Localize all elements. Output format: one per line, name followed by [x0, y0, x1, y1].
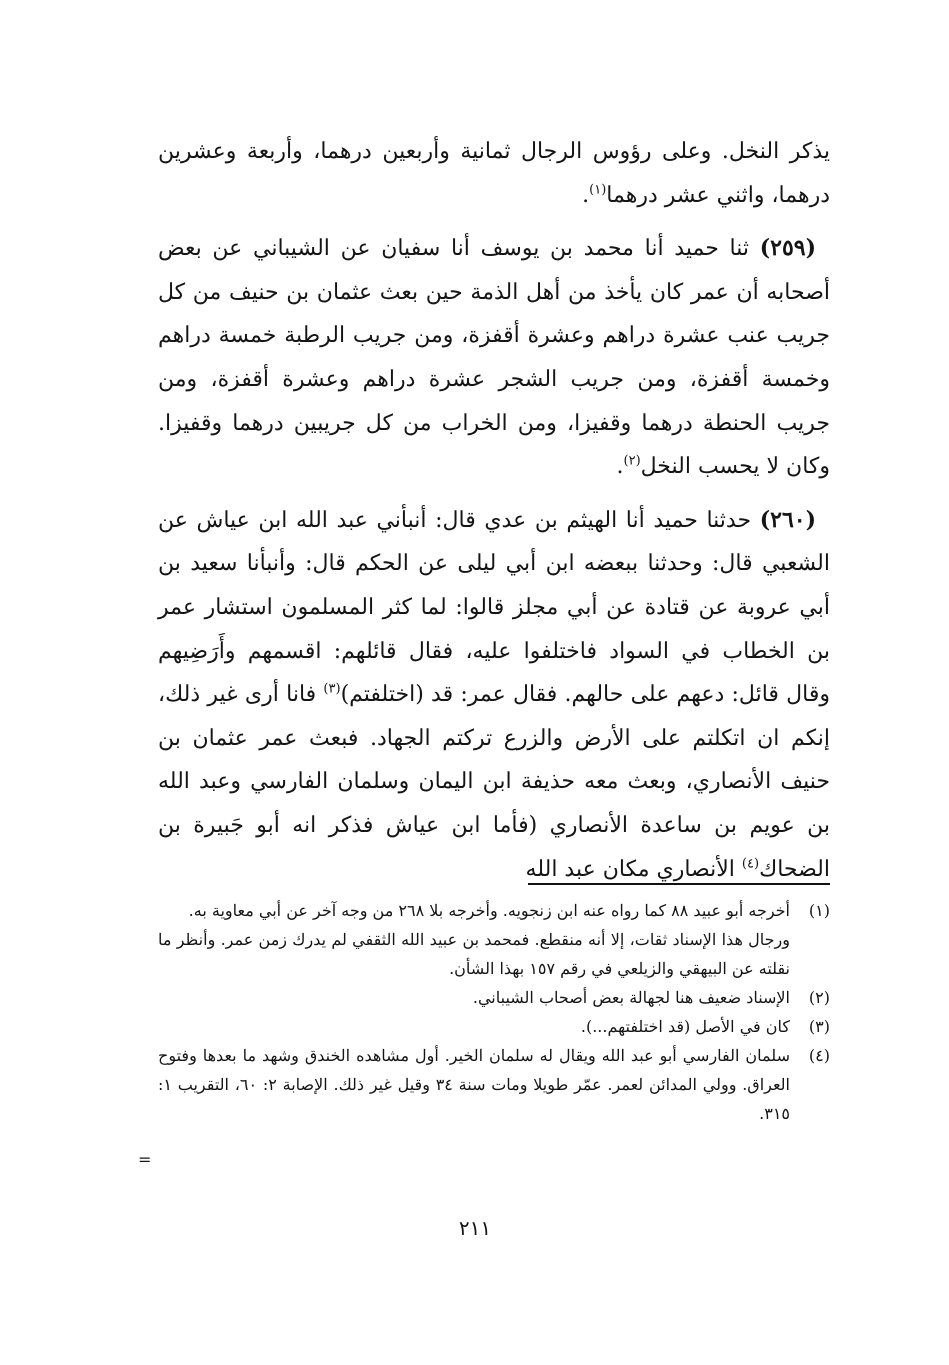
footnote-separator-rule: [528, 883, 830, 885]
main-text-block: [158, 130, 830, 891]
footnote-reference: (٣): [323, 681, 341, 697]
paragraph-259: [158, 227, 830, 489]
hadith-number: (٢٦٠): [759, 506, 817, 533]
footnotes-block: [158, 896, 830, 1128]
margin-mark: =: [138, 1150, 152, 1169]
footnote-number: (٤): [808, 1046, 830, 1065]
paragraph-period: .: [582, 182, 590, 208]
hadith-number: (٢٥٩): [759, 235, 817, 262]
footnote-4: [158, 1041, 830, 1128]
footnote-reference: (٢): [623, 453, 641, 469]
paragraph-text: الأنصاري مكان عبد الله: [525, 856, 735, 882]
footnote-3: [158, 1012, 830, 1041]
footnote-text: ورجال هذا الإسناد ثقات، إلا أنه منقطع. فمحمد بن عبيد الله الثقفي لم يدرك زمن عمر. وأنظر ما نقلته عن البيهقي والزيلعي في رقم ١٥٧ بهذا الشأن.: [158, 930, 790, 978]
paragraph-text: حدثنا حميد أنا الهيثم بن عدي قال: أنبأني عبد الله ابن عياش عن الشعبي قال: وحدثنا ببعضه ابن أبي ليلى عن الحكم قال: وأنبأنا سعيد بن أبي عروبة عن قتادة عن أبي مجلز قالوا: لما كثر المسلمون استشار عمر بن الخطاب في السواد فاختلفوا عليه، فقال قائلهم: اقسمهم وأَرَضِيهم وقال قائل: دعهم على حالهم. فقال عمر: قد (اختلفتم): [158, 507, 830, 708]
paragraph-260: [158, 499, 830, 891]
footnote-text: سلمان الفارسي أبو عبد الله ويقال له سلمان الخير. أول مشاهده الخندق وشهد ما بعدها وفتوح العراق. وولي المدائن لعمر. عمّر طويلا ومات سنة ٣٤ وقيل غير ذلك. الإصابة ٢: ٦٠، التقريب ١: ٣١٥.: [158, 1046, 790, 1123]
footnote-number: (٣): [808, 1017, 830, 1036]
footnote-number: (٢): [808, 988, 830, 1007]
footnote-body: [158, 1012, 790, 1041]
footnote-2: [158, 983, 830, 1012]
paragraph-period: .: [616, 454, 624, 480]
footnote-text: كان في الأصل (قد اختلفتهم...).: [580, 1017, 790, 1036]
paragraph-continuation: [158, 130, 830, 217]
footnote-body: [158, 1041, 790, 1128]
footnote-number: (١): [808, 901, 830, 920]
footnote-body: [158, 983, 790, 1012]
paragraph-text: ثنا حميد أنا محمد بن يوسف أنا سفيان عن الشيباني عن بعض أصحابه أن عمر كان يأخذ من أهل الذمة حين بعث عثمان بن حنيف من كل جريب عنب عشرة دراهم وعشرة أقفزة، ومن جريب الرطبة خمسة دراهم وخمسة أقفزة، ومن جريب الشجر عشرة دراهم وعشرة أقفزة، ومن جريب الحنطة درهما وقفيزا، ومن الخراب من كل جريبين درهما وقفيزا. وكان لا يحسب النخل: [158, 236, 830, 480]
footnote-text: أخرجه أبو عبيد ٨٨ كما رواه عنه ابن زنجويه. وأخرجه بلا ٢٦٨ من وجه آخر عن أبي معاوية به.: [188, 901, 790, 920]
footnote-1: [158, 896, 830, 983]
footnote-body: [158, 896, 790, 983]
footnote-text: الإسناد ضعيف هنا لجهالة بعض أصحاب الشيباني.: [472, 988, 790, 1007]
paragraph-text: يذكر النخل. وعلى رؤوس الرجال ثمانية وأربعين درهما، وأربعة وعشرين درهما، واثني عشر درهما: [158, 139, 830, 208]
footnote-reference: (١): [589, 182, 607, 198]
paragraph-text: فانا أرى غير ذلك، إنكم ان اتكلتم على الأرض والزرع تركتم الجهاد. فبعث عمر عثمان بن حنيف الأنصاري، وبعث معه حذيفة ابن اليمان وسلمان الفارسي وعبد الله بن عويم بن ساعدة الأنصاري (فأما ابن عياش فذكر انه أبو جَبيرة بن الضحاك: [158, 682, 830, 882]
footnote-reference: (٤): [741, 856, 760, 872]
page-number: ٢١١: [458, 1216, 492, 1240]
